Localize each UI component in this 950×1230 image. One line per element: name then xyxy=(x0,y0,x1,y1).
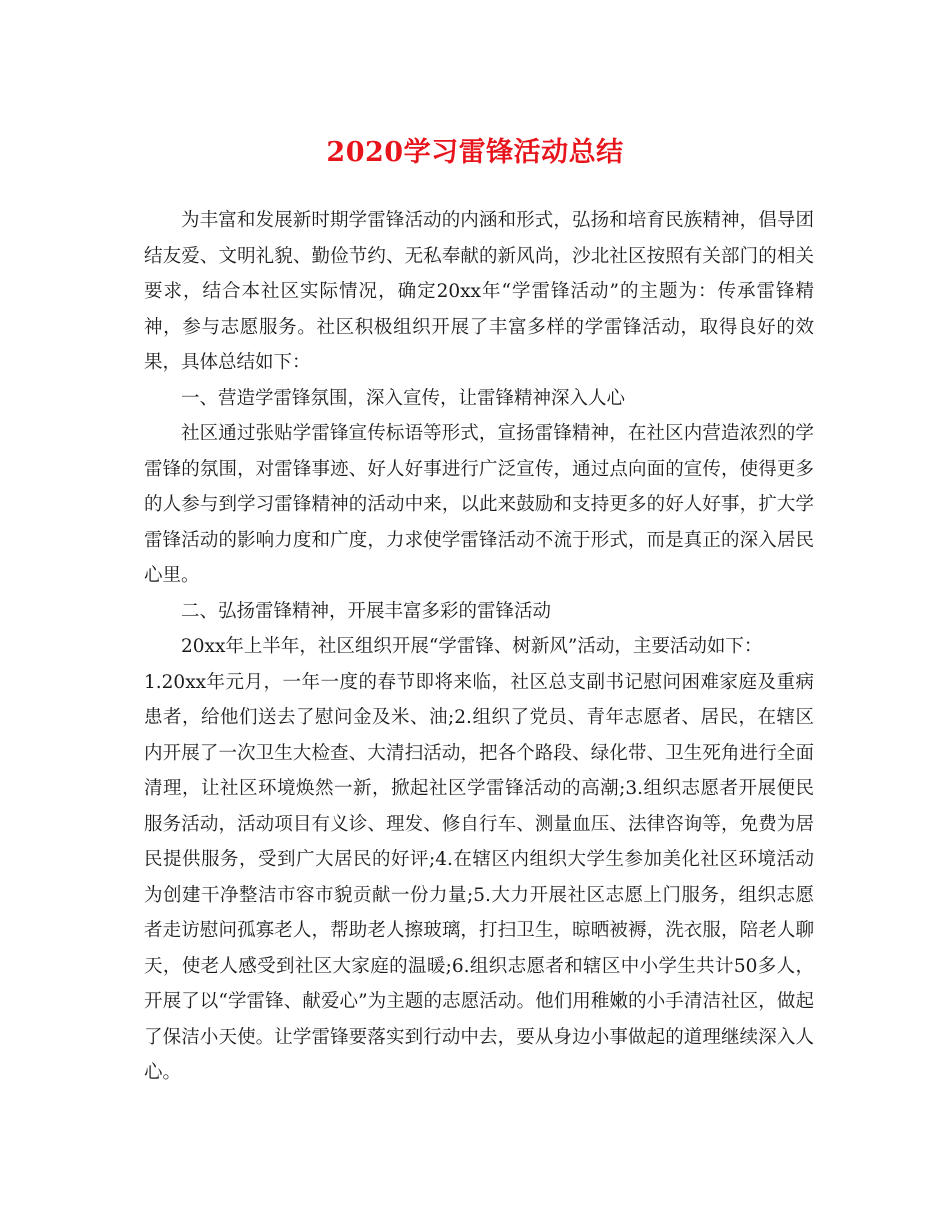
document-body xyxy=(144,203,814,1091)
intro-paragraph: 为丰富和发展新时期学雷锋活动的内涵和形式，弘扬和培育民族精神，倡导团结友爱、文明礼貌、勤俭节约、无私奉献的新风尚，沙北社区按照有关部门的相关要求，结合本社区实际情况，确定20xx年“学雷锋活动”的主题为：传承雷锋精神，参与志愿服务。社区积极组织开展了丰富多样的学雷锋活动，取得良好的效果，具体总结如下： xyxy=(144,210,814,373)
section-heading-2: 二、弘扬雷锋精神，开展丰富多彩的雷锋活动 xyxy=(181,600,552,622)
document-title: 2020学习雷锋活动总结 xyxy=(326,137,624,168)
section-1-paragraph: 社区通过张贴学雷锋宣传标语等形式，宣扬雷锋精神，在社区内营造浓烈的学雷锋的氛围，对雷锋事迹、好人好事进行广泛宣传，通过点向面的宣传，使得更多的人参与到学习雷锋精神的活动中来，以此来鼓励和支持更多的好人好事，扩大学雷锋活动的影响力度和广度，力求使学雷锋活动不流于形式，而是真正的深入居民心里。 xyxy=(144,423,814,586)
section-2-intro: 20xx年上半年，社区组织开展“学雷锋、树新风”活动，主要活动如下： xyxy=(181,636,763,657)
activities-list-paragraph: 1.20xx年元月，一年一度的春节即将来临，社区总支副书记慰问困难家庭及重病患者，给他们送去了慰问金及米、油;2.组织了党员、青年志愿者、居民，在辖区内开展了一次卫生大检查、大清扫活动，把各个路段、绿化带、卫生死角进行全面清理，让社区环境焕然一新，掀起社区学雷锋活动的高潮;3.组织志愿者开展便民服务活动，活动项目有义诊、理发、修自行车、测量血压、法律咨询等，免费为居民提供服务，受到广大居民的好评;4.在辖区内组织大学生参加美化社区环境活动为创建干净整洁市容市貌贡献一份力量;5.大力开展社区志愿上门服务，组织志愿者走访慰问孤寡老人，帮助老人擦玻璃，打扫卫生，晾晒被褥，洗衣服，陪老人聊天，使老人感受到社区大家庭的温暖;6.组织志愿者和辖区中小学生共计50多人，开展了以“学雷锋、献爱心”为主题的志愿活动。他们用稚嫩的小手清洁社区，做起了保洁小天使。让学雷锋要落实到行动中去，要从身边小事做起的道理继续深入人心。 xyxy=(144,671,814,1083)
section-heading-1: 一、营造学雷锋氛围，深入宣传，让雷锋精神深入人心 xyxy=(181,387,626,409)
